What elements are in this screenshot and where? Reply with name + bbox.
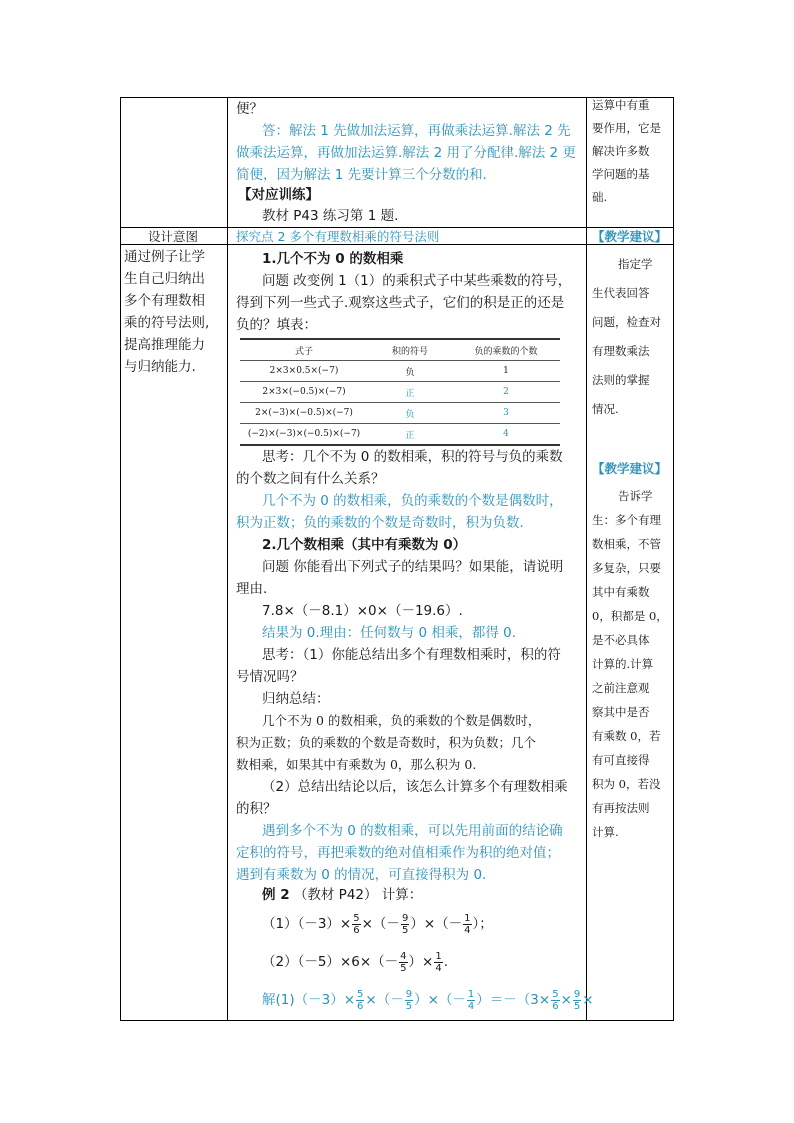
example2-source: （教材 P42） 计算：	[293, 887, 423, 903]
summary-line-1: 几个不为 0 的数相乘，负的乘数的个数是偶数时，	[262, 713, 541, 728]
top-answer-line-2: 做乘法运算，再做加法运算.解法 2 用了分配律.解法 2 更	[236, 145, 576, 161]
table-cell-sign: 负	[368, 403, 452, 424]
table-row	[240, 361, 560, 382]
example2-solution: 解(1)（－3）× $\frac{5}{6}$ ×（－ $\frac{9}{5}$ ）×（－ $\frac{1}{4}$ ）＝－（3× $\frac{5}{6}$ × $\frac{9}{5}$ ×	[262, 988, 594, 1012]
top-text-line: 便？	[236, 101, 263, 117]
section1-problem-line-2: 得到下列一些式子.观察这些式子，它们的积是正的还是	[236, 295, 565, 311]
table-cell-expression: (−2)×(−3)×(−0.5)×(−7)	[240, 424, 368, 446]
q2-answer-line-1: 遇到多个不为 0 的数相乘，可以先用前面的结论确	[262, 823, 563, 839]
section2-expression: 7.8×（－8.1）×0×（－19.6）.	[262, 603, 463, 619]
think1-line-1: 思考：几个不为 0 的数相乘，积的符号与负的乘数	[262, 449, 563, 465]
header-exploration-point: 探究点 2 多个有理数相乘的符号法则	[236, 229, 440, 244]
table-cell-count: 4	[452, 424, 560, 446]
top-answer-line-3: 简便，因为解法 1 先要计算三个分数的和.	[236, 167, 487, 183]
table-row	[240, 424, 560, 446]
q2-answer-line-3: 遇到有乘数为 0 的情况，可直接得积为 0.	[236, 867, 487, 883]
section1-problem-line-1: 问题 改变例 1（1）的乘积式子中某些乘数的符号，	[262, 273, 572, 289]
training-item: 教材 P43 练习第 1 题.	[262, 208, 399, 224]
table-cell-count: 1	[452, 361, 560, 382]
table-divider-left	[227, 97, 228, 1021]
table-cell-sign: 正	[368, 382, 452, 403]
header-sign: 积的符号	[368, 339, 452, 361]
think1-answer-line-1: 几个不为 0 的数相乘，负的乘数的个数是偶数时，	[262, 493, 563, 509]
table-cell-count: 3	[452, 403, 560, 424]
section2-problem-line-2: 理由.	[236, 581, 268, 597]
example2-title: 例 2	[262, 887, 290, 903]
summary-line-3: 数相乘，如果其中有乘数为 0，那么积为 0.	[236, 757, 477, 772]
header-negative-count: 负的乘数的个数	[452, 339, 560, 361]
design-intent-text: 通过例子让学 生自己归纳出 多个有理数相 乘的符号法则, 提高推理能力 与归纳能力.	[124, 249, 210, 375]
table-row	[240, 403, 560, 424]
section2-problem-line-1: 问题 你能看出下列式子的结果吗？如果能，请说明	[262, 559, 564, 575]
table-row	[240, 382, 560, 403]
section2-think-line-1: 思考：（1）你能总结出多个有理数相乘时，积的符	[262, 647, 561, 663]
example2-problem-1: （1）（－3）× $\frac{5}{6}$ ×（－ $\frac{9}{5}$ ）×（－ $\frac{1}{4}$ ）；	[262, 912, 493, 936]
table-border-left	[120, 97, 121, 1021]
table-header-row	[240, 339, 560, 361]
example2-heading	[262, 886, 422, 904]
table-cell-sign: 负	[368, 361, 452, 382]
table-border-right	[673, 97, 674, 1021]
section2-answer: 结果为 0.理由：任何数与 0 相乘，都得 0.	[262, 625, 517, 641]
think1-answer-line-2: 积为正数；负的乘数的个数是奇数时，积为负数.	[236, 515, 524, 531]
teaching-note-2-title: 【教学建议】	[592, 461, 668, 476]
section1-problem-line-3: 负的？填表：	[236, 317, 317, 333]
table-cell-count: 2	[452, 382, 560, 403]
summary-title: 归纳总结：	[262, 691, 330, 707]
table-cell-expression: 2×3×0.5×(−7)	[240, 361, 368, 382]
top-answer-line-1: 答：解法 1 先做加法运算，再做乘法运算.解法 2 先	[262, 123, 571, 139]
q2-line-1: （2）总结出结论以后，该怎么计算多个有理数相乘	[262, 779, 568, 795]
section2-title: 2.几个数相乘（其中有乘数为 0）	[262, 537, 467, 553]
table-divider-right	[586, 97, 587, 1021]
table-border-bottom	[120, 1020, 674, 1021]
teaching-note-2: 告诉学 生：多个有理 数相乘，不管 多复杂，只要 其中有乘数 0，积都是 0， 是不必具体 计算的.计算 之前注意观 察其中是否 有乘数 0，若 有可直接得 积为 0，若没 有再按法则 计算.	[592, 489, 668, 839]
summary-line-2: 积为正数；负的乘数的个数是奇数时，积为负数；几个	[236, 735, 537, 750]
training-title: 【对应训练】	[238, 187, 319, 203]
top-side-note: 运算中有重 要作用，它是 解决许多数 学问题的基 础.	[592, 98, 661, 204]
table-cell-sign: 正	[368, 424, 452, 446]
section2-think-line-2: 号情况吗？	[236, 669, 304, 685]
q2-line-2: 的积？	[236, 801, 277, 817]
q2-answer-line-2: 定积的符号，再把乘数的绝对值相乘作为积的绝对值；	[236, 845, 560, 861]
table-border-top	[120, 97, 674, 98]
header-expression: 式子	[240, 339, 368, 361]
header-teaching-advice: 【教学建议】	[592, 229, 668, 244]
example2-problem-2: （2）（－5）×6×（－ $\frac{4}{5}$ ）× $\frac{1}{4}$ .	[262, 950, 449, 974]
section1-title: 1.几个不为 0 的数相乘	[262, 251, 404, 267]
header-design-intent: 设计意图	[148, 229, 199, 244]
sign-table	[240, 338, 560, 446]
table-cell-expression: 2×3×(−0.5)×(−7)	[240, 382, 368, 403]
teaching-note-1: 指定学 生代表回答 问题，检查对 有理数乘法 法则的掌握 情况.	[592, 257, 661, 416]
table-cell-expression: 2×(−3)×(−0.5)×(−7)	[240, 403, 368, 424]
think1-line-2: 的个数之间有什么关系？	[236, 471, 385, 487]
